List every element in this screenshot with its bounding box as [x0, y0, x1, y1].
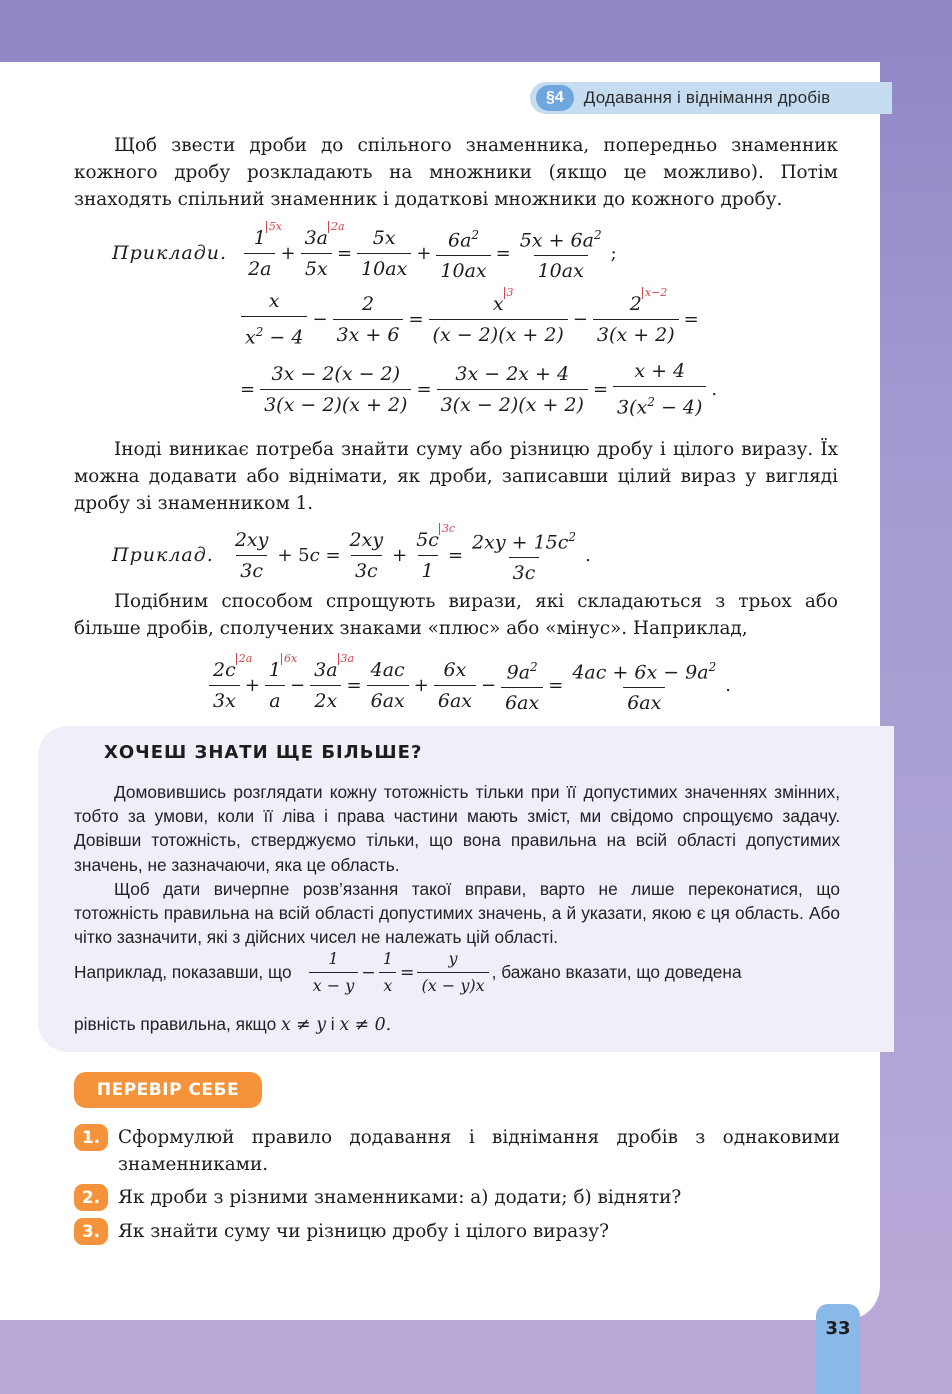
fraction: $\frac{3x - 2(x - 2)}{3(x - 2)(x + 2)}$ [260, 361, 411, 418]
paragraph-common-denominator: Щоб звести дроби до спільного знаменника, попередньо знаменник кожного дробу розкладають на множники (якщо це можливо). Потім знаходять спільний знаменник і додаткові множники до кожного дробу. [74, 135, 838, 210]
question-number-badge: 1. [74, 1124, 108, 1151]
check-yourself-title: ПЕРЕВІР СЕБЕ [74, 1072, 262, 1108]
fraction: $\frac{1 5x}{2a}$ [244, 225, 275, 282]
example-line-3: = $\frac{3x - 2(x - 2)}{3(x - 2)(x + 2)}$ = $\frac{3x - 2x + 4}{3(x - 2)(x + 2)}$ = $\frac{x + 4}{3(x^2 - 4)}$ . [240, 360, 718, 419]
fraction: $\frac{2xy + 15c^2}{3c}$ [472, 530, 577, 585]
fraction: $\frac{2xy}{3c}$ [349, 528, 384, 582]
fraction: $\frac{x}{x^2 - 4}$ [241, 288, 307, 350]
info-identity: $\frac{1}{x - y}$ − $\frac{1}{x}$ = $\frac{y}{(x - y)x}$ [306, 948, 492, 997]
info-box-title: ХОЧЕШ ЗНАТИ ЩЕ БІЛЬШЕ? [104, 742, 423, 763]
example-line-1: Приклади. $\frac{1 5x}{2a}$ + $\frac{3a 2a}{5x}$ = $\frac{5x}{10ax}$ + $\frac{6a^2}{10ax}$ = $\frac{5x + 6a^2}{10ax}$ ; [112, 222, 619, 284]
fraction: $\frac{6x}{6ax}$ [434, 657, 476, 714]
info-example-prefix: Наприклад, показавши, що [74, 962, 292, 982]
question-item-2 [74, 1184, 840, 1211]
fraction: $\frac{3a 2a}{5x}$ [301, 225, 332, 282]
fraction: $\frac{y}{(x - y)x}$ [417, 948, 488, 997]
info-condition-1: x ≠ y [281, 1015, 326, 1035]
fraction: $\frac{5x + 6a^2}{10ax}$ [519, 228, 602, 283]
info-conclusion-join: і [330, 1014, 335, 1034]
paragraph-whole-expression: Іноді виникає потреба знайти суму або різницю дробу і цілого виразу. Їх можна додавати або віднімати, як дроби, записавши цілий вираз у вигляді дробу зі знаменником 1. [74, 439, 838, 514]
fraction: $\frac{x 3}{(x - 2)(x + 2)}$ [429, 291, 568, 348]
fraction: $\frac{x + 4}{3(x^2 - 4)}$ [613, 358, 706, 420]
info-example-suffix: , бажано вказати, що доведена [491, 962, 742, 982]
example-label: Приклад. [112, 544, 214, 567]
fraction: $\frac{1}{x - y}$ [309, 948, 359, 997]
example-three-fractions: $\frac{2c 2a}{3x}$ + $\frac{1 6x}{a}$ − $\frac{3a 3a}{2x}$ = $\frac{4ac}{6ax}$ + $\frac{6x}{6ax}$ − $\frac{9a^2}{6ax}$ = $\frac{4ac + 6x - 9a^2}{6ax}$ . [206, 654, 733, 716]
fraction: $\frac{2xy}{3c}$ [234, 528, 269, 582]
example-line-2: $\frac{x}{x^2 - 4}$ − $\frac{2}{3x + 6}$ = $\frac{x 3}{(x - 2)(x + 2)}$ − $\frac{2 x-2}{3(x + 2)}$ = [238, 288, 701, 350]
info-condition-2: x ≠ 0. [339, 1015, 392, 1035]
question-item-3 [74, 1218, 840, 1245]
info-example-line [74, 948, 840, 997]
example-single: Приклад. $\frac{2xy}{3c}$ + 5c = $\frac{2xy}{3c}$ + $\frac{5c 3c}{1}$ = $\frac{2xy + 15c^2}{3c}$ . [112, 524, 593, 586]
section-title: Додавання і віднімання дробів [583, 88, 831, 107]
question-number-badge: 2. [74, 1184, 108, 1211]
fraction: $\frac{4ac}{6ax}$ [367, 657, 409, 714]
info-conclusion [74, 1012, 840, 1037]
question-number-badge: 3. [74, 1218, 108, 1245]
info-paragraph-1: Домовившись розглядати кожну тотожність тільки при її допустимих значеннях змінних, тобто за умови, коли її ліва і права частини мають зміст, ми свідомо спрощуємо задачу. Довівши тотожність, стверджуємо тільки, що вона правильна на всій області допустимих значень, не зазначаючи, яка це область. [74, 782, 840, 875]
fraction: $\frac{1}{x}$ [379, 948, 397, 997]
info-paragraph-2: Щоб дати вичерпне розв’язання такої вправи, варто не лише переконатися, що тотожність правильна на всій області допустимих значень, а й указати, якою є ця область. Або чітко зазначити, які з дійсних чисел не належать цій області. [74, 879, 840, 948]
question-text: Як знайти суму чи різницю дробу і цілого виразу? [118, 1221, 609, 1242]
fraction: $\frac{1 6x}{a}$ [265, 657, 285, 714]
section-header-tab [530, 82, 892, 114]
fraction: $\frac{2 x-2}{3(x + 2)}$ [593, 291, 679, 348]
fraction: $\frac{3a 3a}{2x}$ [310, 657, 341, 714]
fraction: $\frac{5c 3c}{1}$ [412, 527, 443, 584]
fraction: $\frac{2c 2a}{3x}$ [209, 657, 240, 714]
fraction: $\frac{4ac + 6x - 9a^2}{6ax}$ [572, 660, 717, 715]
info-conclusion-prefix: рівність правильна, якщо [74, 1014, 277, 1034]
fraction: $\frac{5x}{10ax}$ [357, 225, 411, 282]
page-number: 33 [816, 1304, 860, 1394]
fraction: $\frac{3x - 2x + 4}{3(x - 2)(x + 2)}$ [437, 361, 588, 418]
fraction: $\frac{6a^2}{10ax}$ [436, 222, 490, 284]
paragraph-several-fractions: Подібним способом спрощують вирази, які складаються з трьох або більше дробів, сполучених знаками «плюс» або «мінус». Наприклад, [74, 591, 838, 639]
fraction: $\frac{9a^2}{6ax}$ [501, 654, 543, 716]
section-number-badge: §4 [536, 85, 574, 111]
fraction: $\frac{2}{3x + 6}$ [333, 291, 404, 348]
question-text: Сформулюй правило додавання і віднімання дробів з однаковими знаменниками. [118, 1127, 840, 1175]
examples-label: Приклади. [112, 242, 228, 265]
question-text: Як дроби з різними знаменниками: а) додати; б) відняти? [118, 1187, 682, 1208]
question-item-1 [74, 1124, 840, 1178]
